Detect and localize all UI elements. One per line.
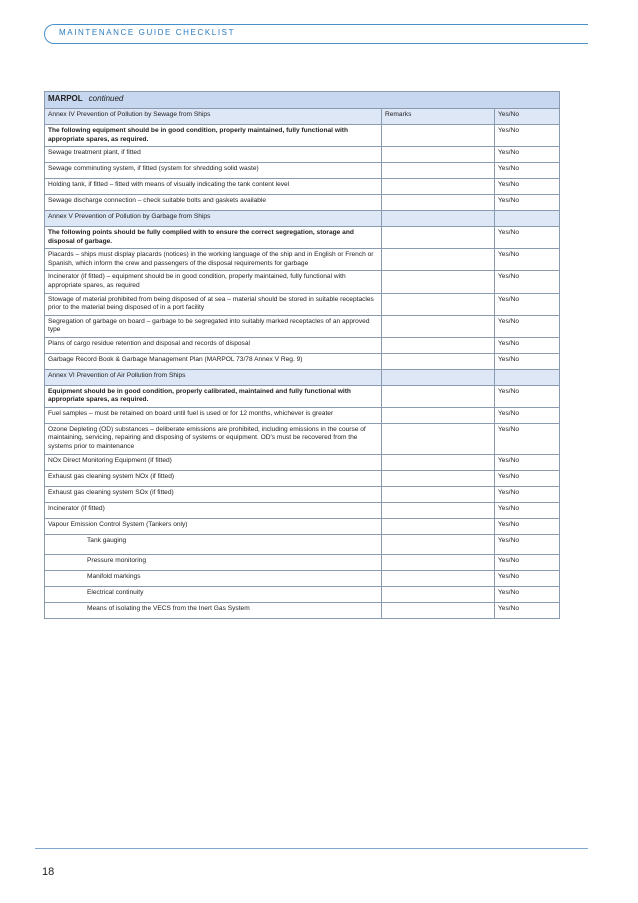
- table-row: [45, 470, 560, 486]
- yes-no-cell[interactable]: Yes/No: [495, 570, 560, 586]
- remarks-cell[interactable]: [382, 454, 495, 470]
- item-text: Sewage treatment plant, if fitted: [45, 147, 382, 163]
- annex-vi-heading-row: [45, 369, 560, 385]
- remarks-cell[interactable]: [382, 423, 495, 454]
- remarks-cell[interactable]: [382, 470, 495, 486]
- annex-vi-intro-row: [45, 385, 560, 407]
- table-row: [45, 293, 560, 315]
- table-sub-row: [45, 570, 560, 586]
- table-row: [45, 423, 560, 454]
- annex-vi-heading: Annex VI Prevention of Air Pollution from Ships: [45, 369, 382, 385]
- remarks-cell[interactable]: [382, 602, 495, 618]
- remarks-cell[interactable]: [382, 179, 495, 195]
- annex-v-heading: Annex V Prevention of Pollution by Garbage from Ships: [45, 211, 382, 227]
- annex-iv-heading-row: [45, 109, 560, 125]
- yes-no-cell[interactable]: Yes/No: [495, 195, 560, 211]
- item-text: Vapour Emission Control System (Tankers only): [45, 518, 382, 534]
- yes-no-cell[interactable]: Yes/No: [495, 353, 560, 369]
- table-row: [45, 163, 560, 179]
- annex-iv-intro-row: [45, 125, 560, 147]
- table-title-row: [45, 92, 560, 109]
- sub-item-text: Means of isolating the VECS from the Inert Gas System: [45, 602, 382, 618]
- table-sub-row: [45, 554, 560, 570]
- table-row: [45, 502, 560, 518]
- yes-no-cell[interactable]: Yes/No: [495, 518, 560, 534]
- table-title: MARPOL continued: [45, 92, 560, 109]
- remarks-cell[interactable]: [382, 554, 495, 570]
- table-row: [45, 315, 560, 337]
- item-text: Exhaust gas cleaning system SOx (if fitted): [45, 486, 382, 502]
- yes-no-cell[interactable]: Yes/No: [495, 147, 560, 163]
- remarks-cell[interactable]: [382, 534, 495, 554]
- footer-divider: [35, 848, 588, 849]
- item-text: Holding tank, if fitted – fitted with means of visually indicating the tank content level: [45, 179, 382, 195]
- remarks-cell[interactable]: [382, 518, 495, 534]
- annex-v-intro: The following points should be fully complied with to ensure the correct segregation, storage and disposal of garbage.: [45, 227, 382, 249]
- remarks-cell[interactable]: [382, 586, 495, 602]
- remarks-cell[interactable]: [382, 315, 495, 337]
- yes-no-cell[interactable]: Yes/No: [495, 407, 560, 423]
- sub-item-text: Manifold markings: [45, 570, 382, 586]
- table-row: [45, 518, 560, 534]
- remarks-cell[interactable]: [382, 227, 495, 249]
- yes-no-cell[interactable]: Yes/No: [495, 179, 560, 195]
- remarks-cell[interactable]: [382, 125, 495, 147]
- item-text: Segregation of garbage on board – garbage to be segregated into suitably marked receptacles of an approved type: [45, 315, 382, 337]
- item-text: Ozone Depleting (OD) substances – deliberate emissions are prohibited, including emissions in the course of maintaining, servicing, repairing and disposing of systems or equipment. OD's must be recovered from the systems prior to maintenance: [45, 423, 382, 454]
- remarks-cell[interactable]: [382, 271, 495, 293]
- table-row: [45, 486, 560, 502]
- yes-no-cell[interactable]: Yes/No: [495, 423, 560, 454]
- yes-no-cell[interactable]: Yes/No: [495, 163, 560, 179]
- remarks-cell[interactable]: [382, 249, 495, 271]
- yes-no-cell[interactable]: Yes/No: [495, 249, 560, 271]
- yes-no-cell[interactable]: Yes/No: [495, 271, 560, 293]
- marpol-checklist-table: [44, 91, 560, 619]
- table-row: [45, 249, 560, 271]
- item-text: Sewage discharge connection – check suitable bolts and gaskets available: [45, 195, 382, 211]
- annex-iv-intro: The following equipment should be in good condition, properly maintained, fully functional with appropriate spares, as required.: [45, 125, 382, 147]
- yes-no-cell[interactable]: Yes/No: [495, 385, 560, 407]
- yes-no-cell[interactable]: Yes/No: [495, 534, 560, 554]
- table-row: [45, 271, 560, 293]
- yes-no-cell[interactable]: Yes/No: [495, 554, 560, 570]
- remarks-cell[interactable]: [382, 163, 495, 179]
- yes-no-cell[interactable]: Yes/No: [495, 227, 560, 249]
- table-row: [45, 179, 560, 195]
- yes-no-cell[interactable]: Yes/No: [495, 454, 560, 470]
- item-text: Sewage comminuting system, if fitted (system for shredding solid waste): [45, 163, 382, 179]
- page-number: 18: [42, 866, 55, 878]
- annex-v-heading-row: [45, 211, 560, 227]
- item-text: Stowage of material prohibited from being disposed of at sea – material should be stored in suitable receptacles prior to the material being disposed of in a port facility: [45, 293, 382, 315]
- item-text: Fuel samples – must be retained on board until fuel is used or for 12 months, whichever is greater: [45, 407, 382, 423]
- table-row: [45, 195, 560, 211]
- yes-no-cell[interactable]: Yes/No: [495, 602, 560, 618]
- yes-no-cell[interactable]: Yes/No: [495, 337, 560, 353]
- remarks-cell[interactable]: [382, 147, 495, 163]
- item-text: NOx Direct Monitoring Equipment (if fitted): [45, 454, 382, 470]
- item-text: Plans of cargo residue retention and disposal and records of disposal: [45, 337, 382, 353]
- table-sub-row: [45, 586, 560, 602]
- header-banner: [44, 24, 588, 44]
- table-sub-row: [45, 534, 560, 554]
- annex-iv-heading: Annex IV Prevention of Pollution by Sewage from Ships: [45, 109, 382, 125]
- table-row: [45, 454, 560, 470]
- remarks-cell[interactable]: [382, 486, 495, 502]
- table-row: [45, 337, 560, 353]
- remarks-cell[interactable]: [382, 407, 495, 423]
- table-row: [45, 353, 560, 369]
- item-text: Exhaust gas cleaning system NOx (if fitted): [45, 470, 382, 486]
- item-text: Incinerator (if fitted): [45, 502, 382, 518]
- yes-no-cell[interactable]: Yes/No: [495, 586, 560, 602]
- sub-item-text: Pressure monitoring: [45, 554, 382, 570]
- table-sub-row: [45, 602, 560, 618]
- table-row: [45, 147, 560, 163]
- remarks-cell[interactable]: [382, 337, 495, 353]
- yes-no-cell[interactable]: Yes/No: [495, 293, 560, 315]
- sub-item-text: Tank gauging: [45, 534, 382, 554]
- remarks-cell[interactable]: [382, 195, 495, 211]
- sub-item-text: Electrical continuity: [45, 586, 382, 602]
- remarks-column-header: Remarks: [382, 109, 495, 125]
- item-text: Incinerator (if fitted) – equipment should be in good condition, properly maintained, fully functional with appropriate spares, as required: [45, 271, 382, 293]
- item-text: Placards – ships must display placards (notices) in the working language of the ship and in English or French or Spanish, which inform the crew and passengers of the disposal requirements for garbage: [45, 249, 382, 271]
- remarks-cell[interactable]: [382, 385, 495, 407]
- annex-vi-intro: Equipment should be in good condition, properly calibrated, maintained and fully functional with appropriate spares, as required.: [45, 385, 382, 407]
- remarks-cell[interactable]: [382, 353, 495, 369]
- remarks-cell[interactable]: [382, 293, 495, 315]
- yes-no-cell[interactable]: Yes/No: [495, 470, 560, 486]
- table-row: [45, 407, 560, 423]
- yes-no-cell[interactable]: Yes/No: [495, 125, 560, 147]
- yes-no-cell[interactable]: Yes/No: [495, 315, 560, 337]
- yes-no-cell[interactable]: Yes/No: [495, 502, 560, 518]
- remarks-cell[interactable]: [382, 502, 495, 518]
- annex-v-intro-row: [45, 227, 560, 249]
- item-text: Garbage Record Book & Garbage Management Plan (MARPOL 73/78 Annex V Reg. 9): [45, 353, 382, 369]
- remarks-cell[interactable]: [382, 570, 495, 586]
- yes-no-cell[interactable]: Yes/No: [495, 486, 560, 502]
- yes-no-column-header: Yes/No: [495, 109, 560, 125]
- header-title: MAINTENANCE GUIDE CHECKLIST: [59, 28, 236, 37]
